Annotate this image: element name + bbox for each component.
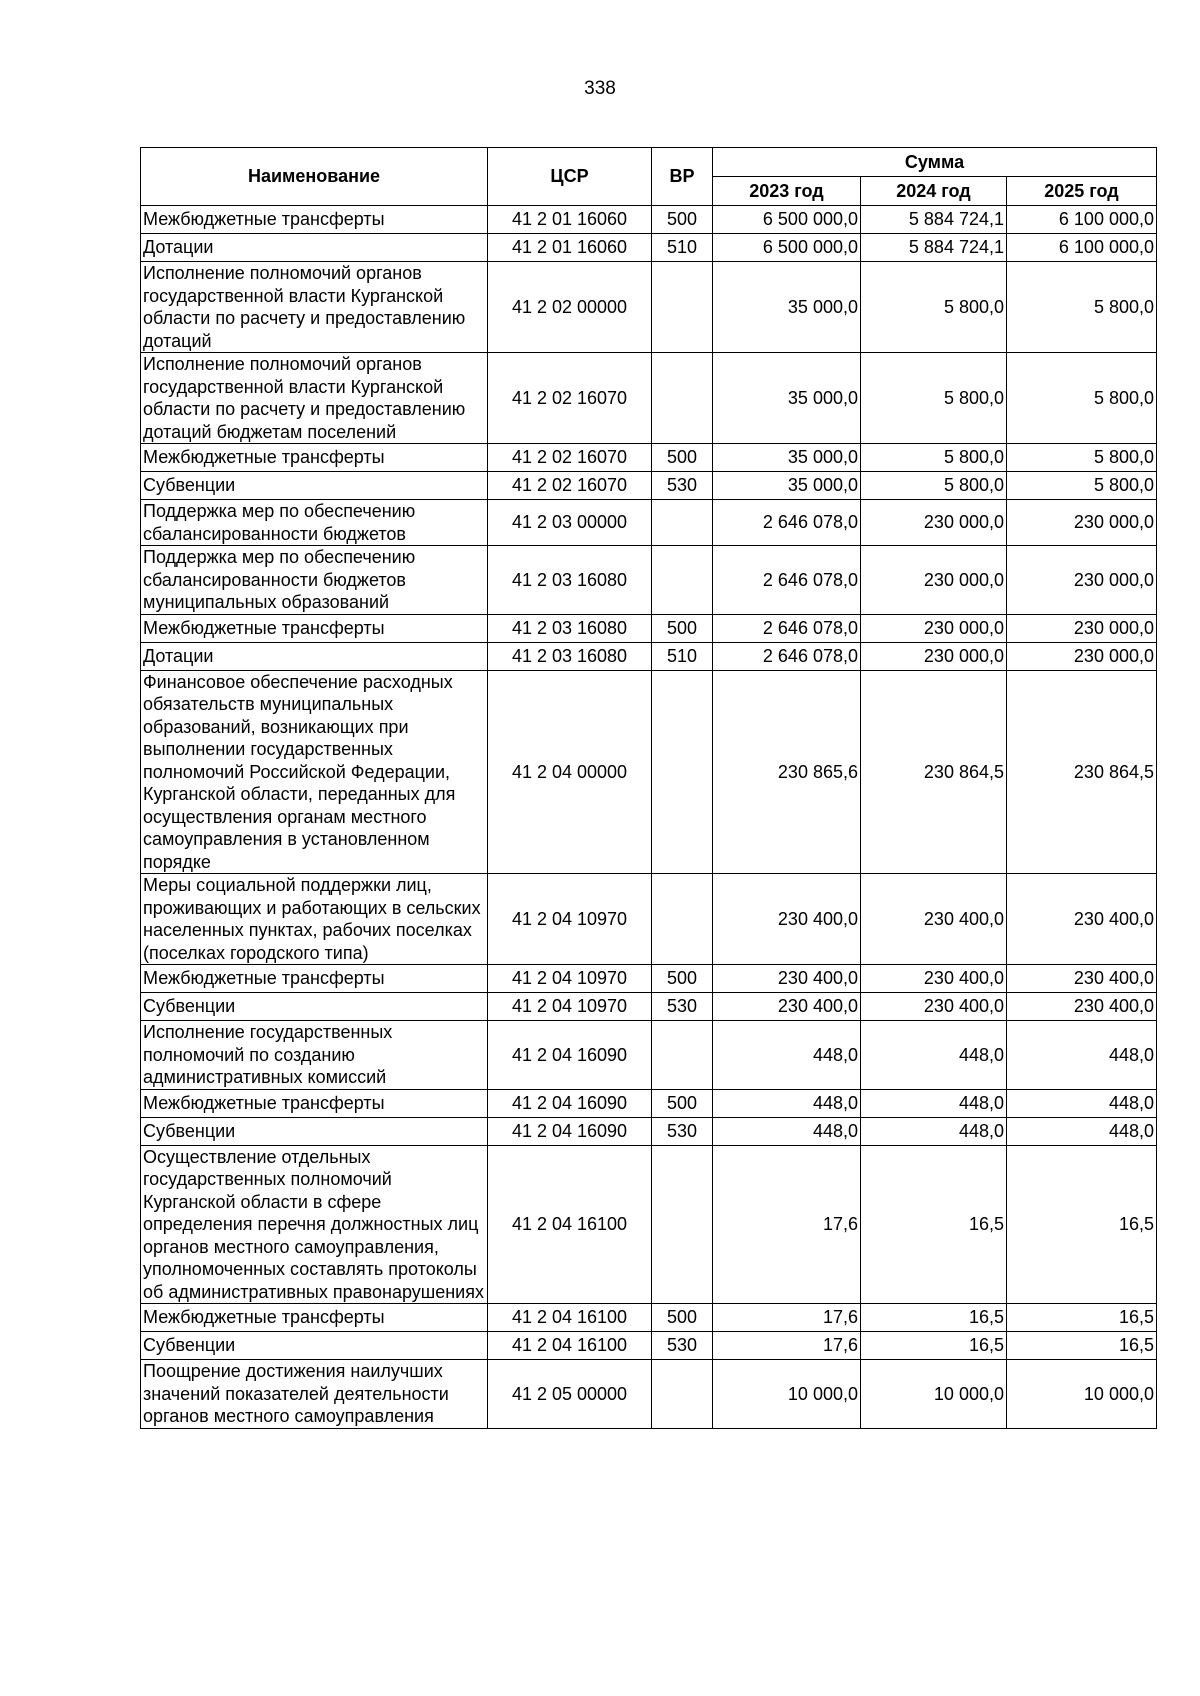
table-row — [141, 546, 1157, 615]
row-name-cell: Финансовое обеспечение расходных обязательств муниципальных образований, возникающих при выполнении государственных полномочий Российской Федерации, Курганской области, переданных для осуществления органам местного самоуправления в установленном порядке — [141, 670, 488, 874]
row-value-2023: 448,0 — [713, 1021, 861, 1090]
table-row — [141, 993, 1157, 1021]
row-value-2025: 230 864,5 — [1007, 670, 1157, 874]
row-value-2025: 230 000,0 — [1007, 546, 1157, 615]
row-value-2023: 230 400,0 — [713, 993, 861, 1021]
row-value-2024: 230 000,0 — [861, 500, 1007, 546]
row-csr-cell: 41 2 02 00000 — [488, 262, 652, 353]
table-row — [141, 1360, 1157, 1429]
row-value-2023: 6 500 000,0 — [713, 206, 861, 234]
row-value-2023: 6 500 000,0 — [713, 234, 861, 262]
row-value-2024: 448,0 — [861, 1089, 1007, 1117]
row-value-2024: 16,5 — [861, 1304, 1007, 1332]
row-name-cell: Субвенции — [141, 472, 488, 500]
header-row — [141, 148, 1157, 177]
row-vr-cell: 500 — [652, 965, 713, 993]
row-value-2024: 230 400,0 — [861, 874, 1007, 965]
row-name-cell: Межбюджетные трансферты — [141, 444, 488, 472]
row-vr-cell — [652, 1360, 713, 1429]
table-row — [141, 1145, 1157, 1304]
header-csr: ЦСР — [488, 148, 652, 206]
row-value-2023: 2 646 078,0 — [713, 500, 861, 546]
table-row — [141, 472, 1157, 500]
table-row — [141, 1089, 1157, 1117]
row-value-2024: 448,0 — [861, 1021, 1007, 1090]
header-year-2023: 2023 год — [713, 177, 861, 206]
row-name-cell: Межбюджетные трансферты — [141, 965, 488, 993]
row-name-cell: Дотации — [141, 642, 488, 670]
row-value-2025: 16,5 — [1007, 1332, 1157, 1360]
row-csr-cell: 41 2 04 00000 — [488, 670, 652, 874]
row-name-cell: Межбюджетные трансферты — [141, 1304, 488, 1332]
row-vr-cell: 510 — [652, 234, 713, 262]
header-sum: Сумма — [713, 148, 1157, 177]
row-value-2023: 230 400,0 — [713, 874, 861, 965]
row-name-cell: Исполнение государственных полномочий по созданию административных комиссий — [141, 1021, 488, 1090]
table-row — [141, 262, 1157, 353]
row-value-2023: 2 646 078,0 — [713, 546, 861, 615]
budget-table — [140, 147, 1157, 1429]
row-value-2024: 230 000,0 — [861, 614, 1007, 642]
row-csr-cell: 41 2 04 16090 — [488, 1021, 652, 1090]
row-name-cell: Межбюджетные трансферты — [141, 614, 488, 642]
row-name-cell: Меры социальной поддержки лиц, проживающих и работающих в сельских населенных пунктах, рабочих поселках (поселках городского типа) — [141, 874, 488, 965]
header-year-2025: 2025 год — [1007, 177, 1157, 206]
row-value-2023: 35 000,0 — [713, 353, 861, 444]
row-csr-cell: 41 2 03 16080 — [488, 642, 652, 670]
row-csr-cell: 41 2 04 16100 — [488, 1304, 652, 1332]
row-vr-cell — [652, 546, 713, 615]
row-csr-cell: 41 2 04 10970 — [488, 965, 652, 993]
table-row — [141, 353, 1157, 444]
row-value-2024: 10 000,0 — [861, 1360, 1007, 1429]
row-value-2023: 35 000,0 — [713, 262, 861, 353]
row-value-2025: 5 800,0 — [1007, 444, 1157, 472]
row-vr-cell: 500 — [652, 1304, 713, 1332]
row-name-cell: Поддержка мер по обеспечению сбалансированности бюджетов муниципальных образований — [141, 546, 488, 615]
row-csr-cell: 41 2 01 16060 — [488, 206, 652, 234]
header-vr: ВР — [652, 148, 713, 206]
row-csr-cell: 41 2 03 16080 — [488, 546, 652, 615]
table-row — [141, 1332, 1157, 1360]
row-name-cell: Дотации — [141, 234, 488, 262]
row-csr-cell: 41 2 02 16070 — [488, 444, 652, 472]
row-value-2025: 6 100 000,0 — [1007, 234, 1157, 262]
row-value-2024: 230 000,0 — [861, 546, 1007, 615]
row-csr-cell: 41 2 04 10970 — [488, 874, 652, 965]
row-vr-cell — [652, 500, 713, 546]
row-value-2023: 448,0 — [713, 1117, 861, 1145]
row-csr-cell: 41 2 03 16080 — [488, 614, 652, 642]
row-vr-cell — [652, 1145, 713, 1304]
table-row — [141, 874, 1157, 965]
table-row — [141, 1021, 1157, 1090]
row-csr-cell: 41 2 03 00000 — [488, 500, 652, 546]
row-value-2024: 230 400,0 — [861, 965, 1007, 993]
row-value-2025: 230 400,0 — [1007, 874, 1157, 965]
row-value-2024: 16,5 — [861, 1332, 1007, 1360]
row-value-2023: 2 646 078,0 — [713, 614, 861, 642]
row-value-2025: 16,5 — [1007, 1304, 1157, 1332]
row-vr-cell — [652, 874, 713, 965]
row-vr-cell: 500 — [652, 206, 713, 234]
row-vr-cell: 530 — [652, 472, 713, 500]
row-value-2024: 448,0 — [861, 1117, 1007, 1145]
table-row — [141, 500, 1157, 546]
row-value-2023: 230 865,6 — [713, 670, 861, 874]
row-value-2024: 5 800,0 — [861, 262, 1007, 353]
row-csr-cell: 41 2 05 00000 — [488, 1360, 652, 1429]
row-value-2024: 5 800,0 — [861, 472, 1007, 500]
row-value-2023: 17,6 — [713, 1332, 861, 1360]
table-row — [141, 670, 1157, 874]
row-value-2023: 10 000,0 — [713, 1360, 861, 1429]
row-value-2025: 10 000,0 — [1007, 1360, 1157, 1429]
row-name-cell: Поощрение достижения наилучших значений показателей деятельности органов местного самоуправления — [141, 1360, 488, 1429]
row-name-cell: Субвенции — [141, 993, 488, 1021]
row-csr-cell: 41 2 04 16090 — [488, 1089, 652, 1117]
row-vr-cell: 500 — [652, 1089, 713, 1117]
row-name-cell: Межбюджетные трансферты — [141, 1089, 488, 1117]
row-value-2025: 6 100 000,0 — [1007, 206, 1157, 234]
row-value-2024: 230 400,0 — [861, 993, 1007, 1021]
row-csr-cell: 41 2 02 16070 — [488, 472, 652, 500]
row-value-2025: 5 800,0 — [1007, 262, 1157, 353]
row-value-2024: 5 884 724,1 — [861, 206, 1007, 234]
table-row — [141, 1304, 1157, 1332]
row-value-2023: 17,6 — [713, 1145, 861, 1304]
row-vr-cell — [652, 670, 713, 874]
row-vr-cell: 500 — [652, 614, 713, 642]
row-value-2023: 17,6 — [713, 1304, 861, 1332]
row-name-cell: Субвенции — [141, 1332, 488, 1360]
row-value-2023: 230 400,0 — [713, 965, 861, 993]
row-value-2025: 448,0 — [1007, 1089, 1157, 1117]
row-value-2025: 230 000,0 — [1007, 500, 1157, 546]
row-value-2025: 5 800,0 — [1007, 472, 1157, 500]
row-csr-cell: 41 2 02 16070 — [488, 353, 652, 444]
row-vr-cell: 530 — [652, 993, 713, 1021]
row-value-2024: 230 864,5 — [861, 670, 1007, 874]
row-value-2024: 5 800,0 — [861, 444, 1007, 472]
row-csr-cell: 41 2 04 16090 — [488, 1117, 652, 1145]
row-value-2024: 5 800,0 — [861, 353, 1007, 444]
row-value-2025: 230 000,0 — [1007, 614, 1157, 642]
row-csr-cell: 41 2 01 16060 — [488, 234, 652, 262]
row-value-2025: 448,0 — [1007, 1117, 1157, 1145]
row-value-2023: 35 000,0 — [713, 472, 861, 500]
row-vr-cell — [652, 1021, 713, 1090]
row-vr-cell: 500 — [652, 444, 713, 472]
row-value-2025: 16,5 — [1007, 1145, 1157, 1304]
row-name-cell: Поддержка мер по обеспечению сбалансированности бюджетов — [141, 500, 488, 546]
row-vr-cell: 530 — [652, 1117, 713, 1145]
header-name: Наименование — [141, 148, 488, 206]
row-vr-cell — [652, 353, 713, 444]
page-number: 338 — [584, 78, 616, 99]
row-value-2023: 35 000,0 — [713, 444, 861, 472]
row-value-2024: 16,5 — [861, 1145, 1007, 1304]
row-name-cell: Межбюджетные трансферты — [141, 206, 488, 234]
row-name-cell: Субвенции — [141, 1117, 488, 1145]
row-name-cell: Исполнение полномочий органов государственной власти Курганской области по расчету и предоставлению дотаций бюджетам поселений — [141, 353, 488, 444]
row-value-2023: 2 646 078,0 — [713, 642, 861, 670]
table-row — [141, 1117, 1157, 1145]
header-year-2024: 2024 год — [861, 177, 1007, 206]
row-name-cell: Осуществление отдельных государственных полномочий Курганской области в сфере определения перечня должностных лиц органов местного самоуправления, уполномоченных составлять протоколы об административных правонарушениях — [141, 1145, 488, 1304]
table-row — [141, 234, 1157, 262]
row-value-2025: 230 400,0 — [1007, 965, 1157, 993]
row-value-2024: 5 884 724,1 — [861, 234, 1007, 262]
row-csr-cell: 41 2 04 16100 — [488, 1332, 652, 1360]
row-csr-cell: 41 2 04 16100 — [488, 1145, 652, 1304]
row-value-2023: 448,0 — [713, 1089, 861, 1117]
row-value-2025: 5 800,0 — [1007, 353, 1157, 444]
row-value-2024: 230 000,0 — [861, 642, 1007, 670]
row-value-2025: 230 400,0 — [1007, 993, 1157, 1021]
table-row — [141, 444, 1157, 472]
row-vr-cell: 530 — [652, 1332, 713, 1360]
row-value-2025: 230 000,0 — [1007, 642, 1157, 670]
table-row — [141, 965, 1157, 993]
table-row — [141, 642, 1157, 670]
row-vr-cell — [652, 262, 713, 353]
row-name-cell: Исполнение полномочий органов государственной власти Курганской области по расчету и предоставлению дотаций — [141, 262, 488, 353]
table-row — [141, 614, 1157, 642]
row-value-2025: 448,0 — [1007, 1021, 1157, 1090]
row-csr-cell: 41 2 04 10970 — [488, 993, 652, 1021]
row-vr-cell: 510 — [652, 642, 713, 670]
table-row — [141, 206, 1157, 234]
table-body — [141, 206, 1157, 1429]
